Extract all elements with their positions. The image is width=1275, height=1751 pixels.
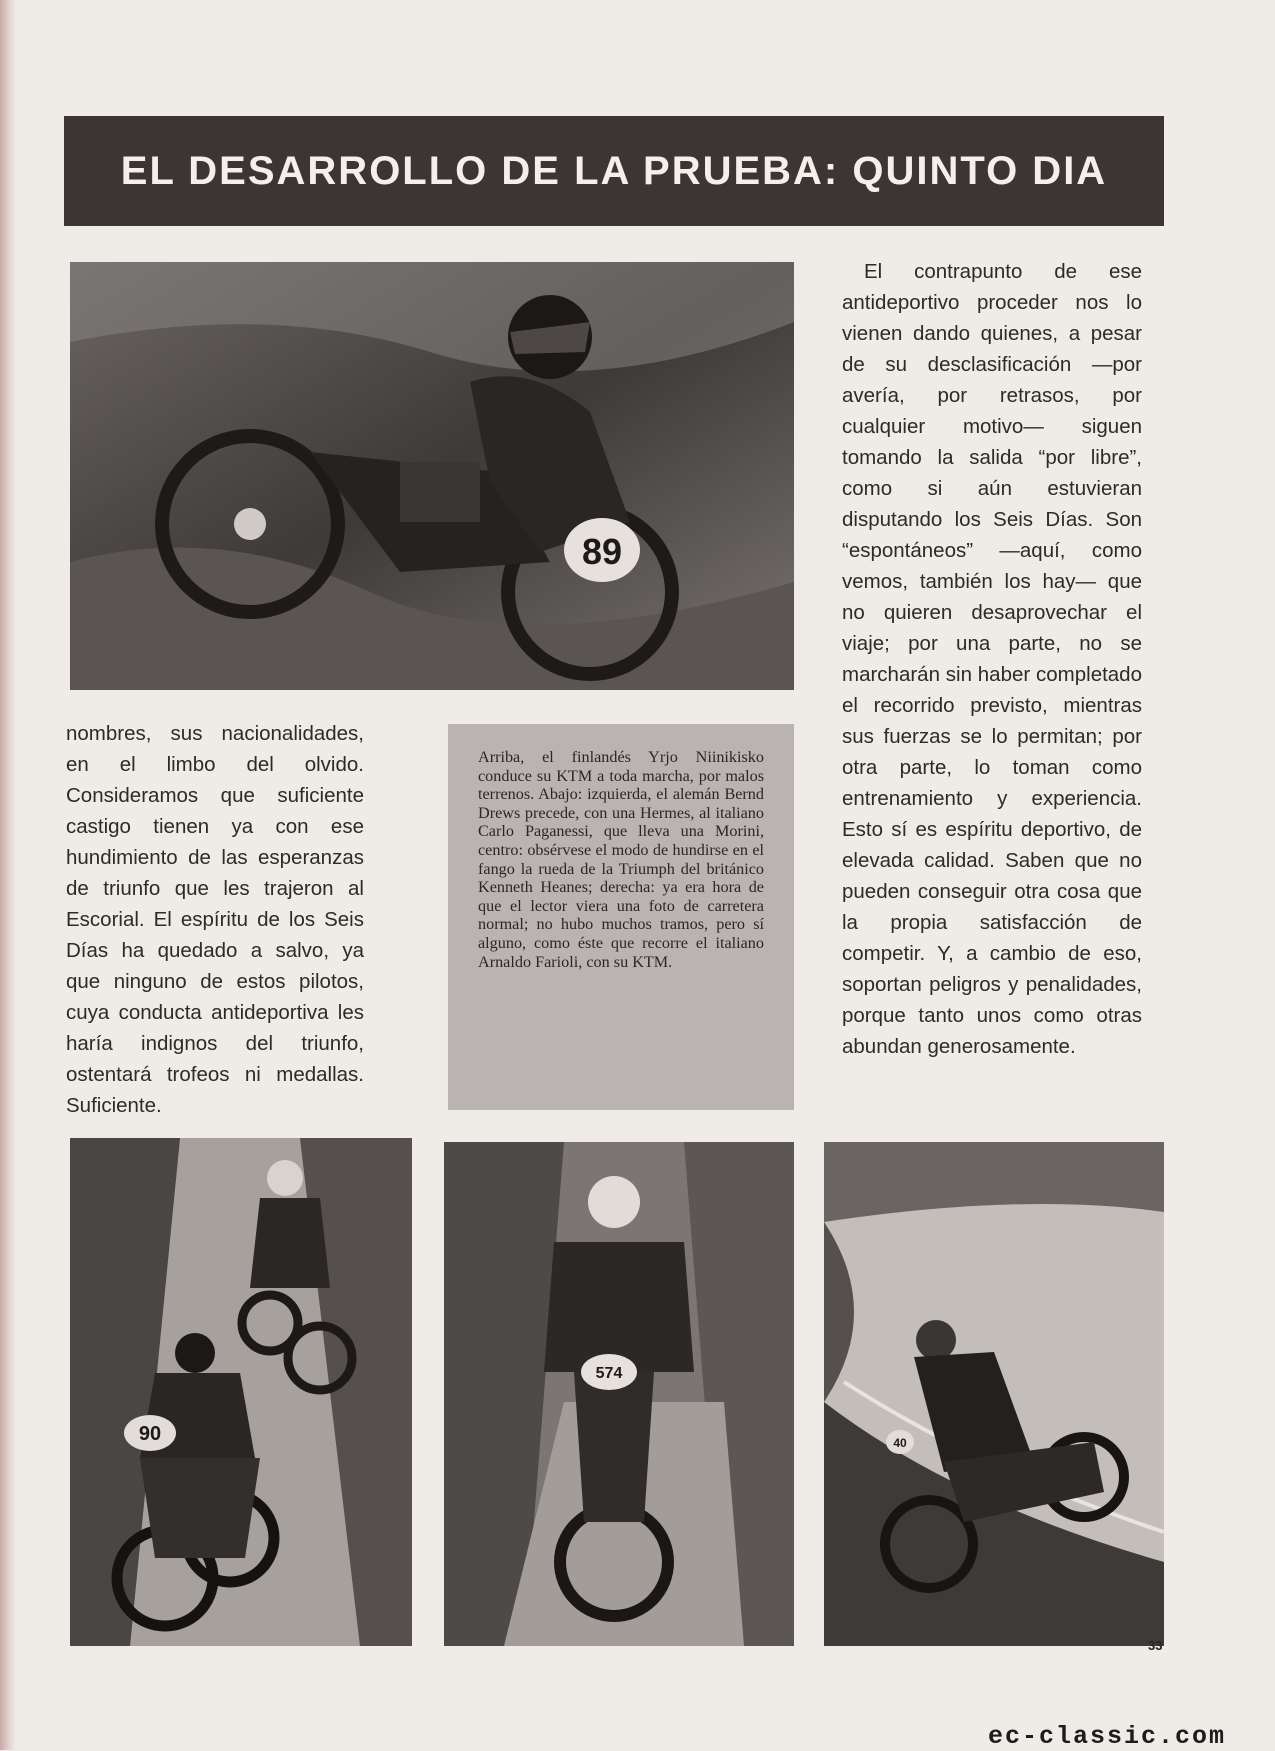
photo-bottom-center-rider	[444, 1142, 794, 1646]
photo-bottom-left-riders	[70, 1138, 412, 1646]
photo-bottom-center-race-number: 574	[595, 1365, 623, 1382]
right-column-text	[842, 256, 1142, 1062]
photo-bottom-left-graphic	[70, 1138, 412, 1646]
photo-bottom-right-graphic	[824, 1142, 1164, 1646]
left-column-text	[66, 718, 364, 1121]
photo-bottom-right-race-number: 40	[893, 1436, 907, 1450]
photo-caption-box	[448, 724, 794, 1110]
photo-bottom-center-graphic	[444, 1142, 794, 1646]
article-title: EL DESARROLLO DE LA PRUEBA: QUINTO DIA	[120, 148, 1108, 193]
photo-bottom-right-rider	[824, 1142, 1164, 1646]
article-header	[64, 116, 1164, 226]
photo-top-rider	[70, 262, 794, 690]
photo-top-race-number: 89	[581, 531, 623, 572]
photo-top-graphic	[70, 262, 794, 690]
right-column-paragraph: El contrapunto de ese antideportivo proceder nos lo vienen dando quienes, a pesar de su desclasificación —por avería, por retrasos, por cualquier motivo— siguen tomando la salida “por libre”, como si aún estuvieran disputando los Seis Días. Son “espontáneos” —aquí, como vemos, también los hay— que no quieren desaprovechar el viaje; por una parte, no se marcharán sin haber completado el recorrido previsto, mientras sus fuerzas se lo permitan; por otra parte, lo toman como entrenamiento y experiencia. Esto sí es espíritu deportivo, de elevada calidad. Saben que no pueden conseguir otra cosa que la propia satisfacción de competir. Y, a cambio de eso, soportan peligros y penalidades, porque tanto unos como otras abundan generosamente.	[842, 260, 1142, 1058]
page-number: 33	[1148, 1638, 1163, 1653]
photo-caption-text: Arriba, el finlandés Yrjo Niinikisko conduce su KTM a toda marcha, por malos terrenos. Abajo: izquierda, el alemán Bernd Drews precede, con una Hermes, al italiano Carlo Paganessi, que lleva una Morini, centro: obsérvese el modo de hundirse en el fango la rueda de la Triumph del británico Kenneth Heanes; derecha: ya era hora de que el lector viera una foto de carretera normal; no hubo muchos tramos, pero sí alguno, como éste que recorre el italiano Arnaldo Farioli, con su KTM.	[478, 748, 764, 971]
watermark: ec-classic.com	[988, 1722, 1227, 1751]
photo-bottom-left-race-number: 90	[138, 1423, 162, 1445]
page-edge	[0, 0, 16, 1750]
left-column-paragraph: nombres, sus nacionalidades, en el limbo del olvido. Consideramos que suficiente castigo tienen ya con ese hundimiento de las esperanzas de triunfo que les trajeron al Escorial. El espíritu de los Seis Días ha quedado a salvo, ya que ninguno de estos pilotos, cuya conducta antideportiva les haría indignos del triunfo, ostentará trofeos ni medallas. Suficiente.	[66, 722, 364, 1117]
